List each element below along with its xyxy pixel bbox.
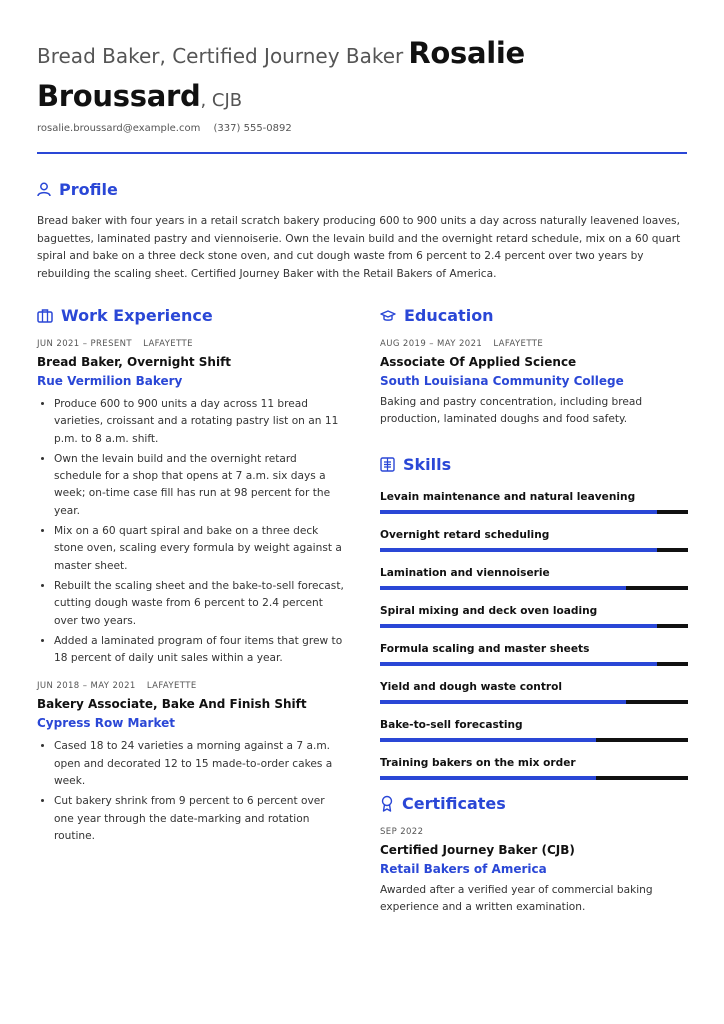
email-link[interactable]: rosalie.broussard@example.com [37, 123, 201, 134]
skill-label: Lamination and viennoiserie [380, 566, 550, 579]
job-bullet: • Cased 18 to 24 varieties a morning against a 7 a.m. open and decorated 12 to 15 made-to-order cakes a week. [54, 738, 347, 790]
skill-level-bar [380, 700, 688, 704]
education-dates: AUG 2019 – MAY 2021 [380, 339, 483, 349]
job-bullets [37, 738, 347, 845]
job-employer: Rue Vermilion Bakery [37, 374, 183, 388]
skill-level-fill [380, 624, 657, 628]
skill-label: Overnight retard scheduling [380, 528, 550, 541]
skill-item [380, 564, 688, 590]
skill-level-fill [380, 738, 596, 742]
skill-label: Yield and dough waste control [380, 680, 563, 693]
profile-heading [37, 180, 118, 199]
certificates-title: Certificates [402, 793, 506, 813]
skill-level-bar [380, 586, 688, 590]
job-location: LAFAYETTE [146, 681, 197, 692]
skill-level-bar [380, 548, 688, 552]
award-icon [380, 795, 394, 812]
job-entry [37, 681, 347, 845]
header-divider [37, 152, 687, 154]
job-employer: Cypress Row Market [37, 716, 175, 731]
job-bullet: • Own the levain build and the overnight retard schedule for a shop that opens at 7 a.m. six days a week; on-time case fill has run at 98 percent for the year. [54, 451, 347, 520]
job-dates: JUN 2018 – MAY 2021 [37, 681, 136, 692]
education-heading [380, 306, 688, 325]
certificate-description: Awarded after a verified year of commercial baking experience and a written examination. [380, 883, 653, 913]
education-description: Baking and pastry concentration, including bread production, laminated doughs and food safety. [380, 396, 643, 426]
education-location: LAFAYETTE [493, 339, 544, 349]
skills-title: Skills [403, 454, 452, 474]
skill-item [380, 754, 688, 780]
education-school: South Louisiana Community College [380, 374, 624, 388]
certificate-name: Certified Journey Baker (CJB) [380, 842, 575, 857]
skill-label: Training bakers on the mix order [380, 756, 576, 769]
work-experience-heading [37, 306, 347, 325]
name-last: Broussard [37, 79, 201, 113]
education-meta [380, 339, 688, 349]
job-location: LAFAYETTE [143, 339, 193, 349]
profile-summary: Bread baker with four years in a retail scratch bakery producing 600 to 900 units a day across naturally leavened loaves, baguettes, laminated pastry and viennoiserie. Own the levain build and the overnight retard schedule, mix on a 60 quart spiral and bake on a three deck stone oven, and cut dough waste from 6 percent to 2.4 percent over two years by rebuilding the scaling sheet. Certified Journey Baker with the Retail Bakers of America. [37, 215, 681, 280]
skill-label: Levain maintenance and natural leavening [380, 490, 636, 503]
job-role: Bread Baker, Overnight Shift [37, 355, 232, 369]
certificate-date: SEP 2022 [380, 826, 424, 837]
skill-level-fill [380, 700, 626, 704]
profile-title: Profile [59, 180, 118, 199]
skill-level-bar [380, 662, 688, 666]
credential-suffix: , CJB [200, 90, 243, 111]
job-bullet: • Rebuilt the scaling sheet and the bake-to-sell forecast, cutting dough waste from 6 percent to 2.4 percent over two years. [54, 578, 347, 630]
skill-level-fill [380, 662, 657, 666]
skill-item [380, 526, 688, 552]
skill-label: Spiral mixing and deck oven loading [380, 604, 598, 617]
skill-level-fill [380, 586, 626, 590]
job-dates: JUN 2021 – PRESENT [37, 339, 132, 349]
skill-level-fill [380, 776, 596, 780]
skill-level-bar [380, 738, 688, 742]
work-experience-title: Work Experience [61, 306, 213, 325]
skill-label: Formula scaling and master sheets [380, 642, 590, 655]
certificates-heading [380, 794, 688, 813]
job-meta [37, 681, 347, 691]
job-bullet: • Produce 600 to 900 units a day across 11 bread varieties, croissant and a rotating pastry list on an 11 p.m. to 8 a.m. shift. [54, 396, 347, 448]
skills-list [380, 488, 688, 780]
job-bullets [37, 396, 347, 667]
phone-link[interactable]: (337) 555-0892 [213, 123, 292, 134]
job-bullet: • Cut bakery shrink from 9 percent to 6 percent over one year through the date-marking and rotation routine. [54, 793, 347, 845]
graduation-cap-icon [380, 309, 396, 323]
skill-level-fill [380, 510, 657, 514]
skill-item [380, 488, 688, 514]
name-first: Rosalie [408, 36, 525, 70]
skills-heading [380, 455, 688, 474]
skill-level-fill [380, 548, 657, 552]
skill-level-bar [380, 776, 688, 780]
skill-item [380, 678, 688, 704]
user-icon [37, 182, 51, 197]
job-bullet: • Mix on a 60 quart spiral and bake on a three deck stone oven, scaling every formula by weight against a master sheet. [54, 523, 347, 575]
name-block [37, 34, 687, 120]
skill-item [380, 602, 688, 628]
resume-header [37, 34, 687, 120]
skill-level-bar [380, 624, 688, 628]
contact-info [37, 123, 302, 134]
job-entry [37, 339, 347, 667]
job-role: Bakery Associate, Bake And Finish Shift [37, 697, 307, 712]
certificate-issuer: Retail Bakers of America [380, 861, 547, 876]
job-bullet: • Added a laminated program of four items that grew to 18 percent of daily unit sales within a year. [54, 633, 347, 668]
skill-level-bar [380, 510, 688, 514]
list-icon [380, 457, 395, 472]
skill-item [380, 640, 688, 666]
work-experience-section [37, 306, 347, 848]
headline: Bread Baker, Certified Journey Baker [37, 44, 404, 68]
job-meta [37, 339, 347, 349]
education-degree: Associate Of Applied Science [380, 355, 577, 369]
skill-item [380, 716, 688, 742]
briefcase-icon [37, 308, 53, 323]
skill-label: Bake-to-sell forecasting [380, 718, 523, 731]
education-title: Education [404, 306, 494, 325]
right-column [380, 306, 688, 916]
